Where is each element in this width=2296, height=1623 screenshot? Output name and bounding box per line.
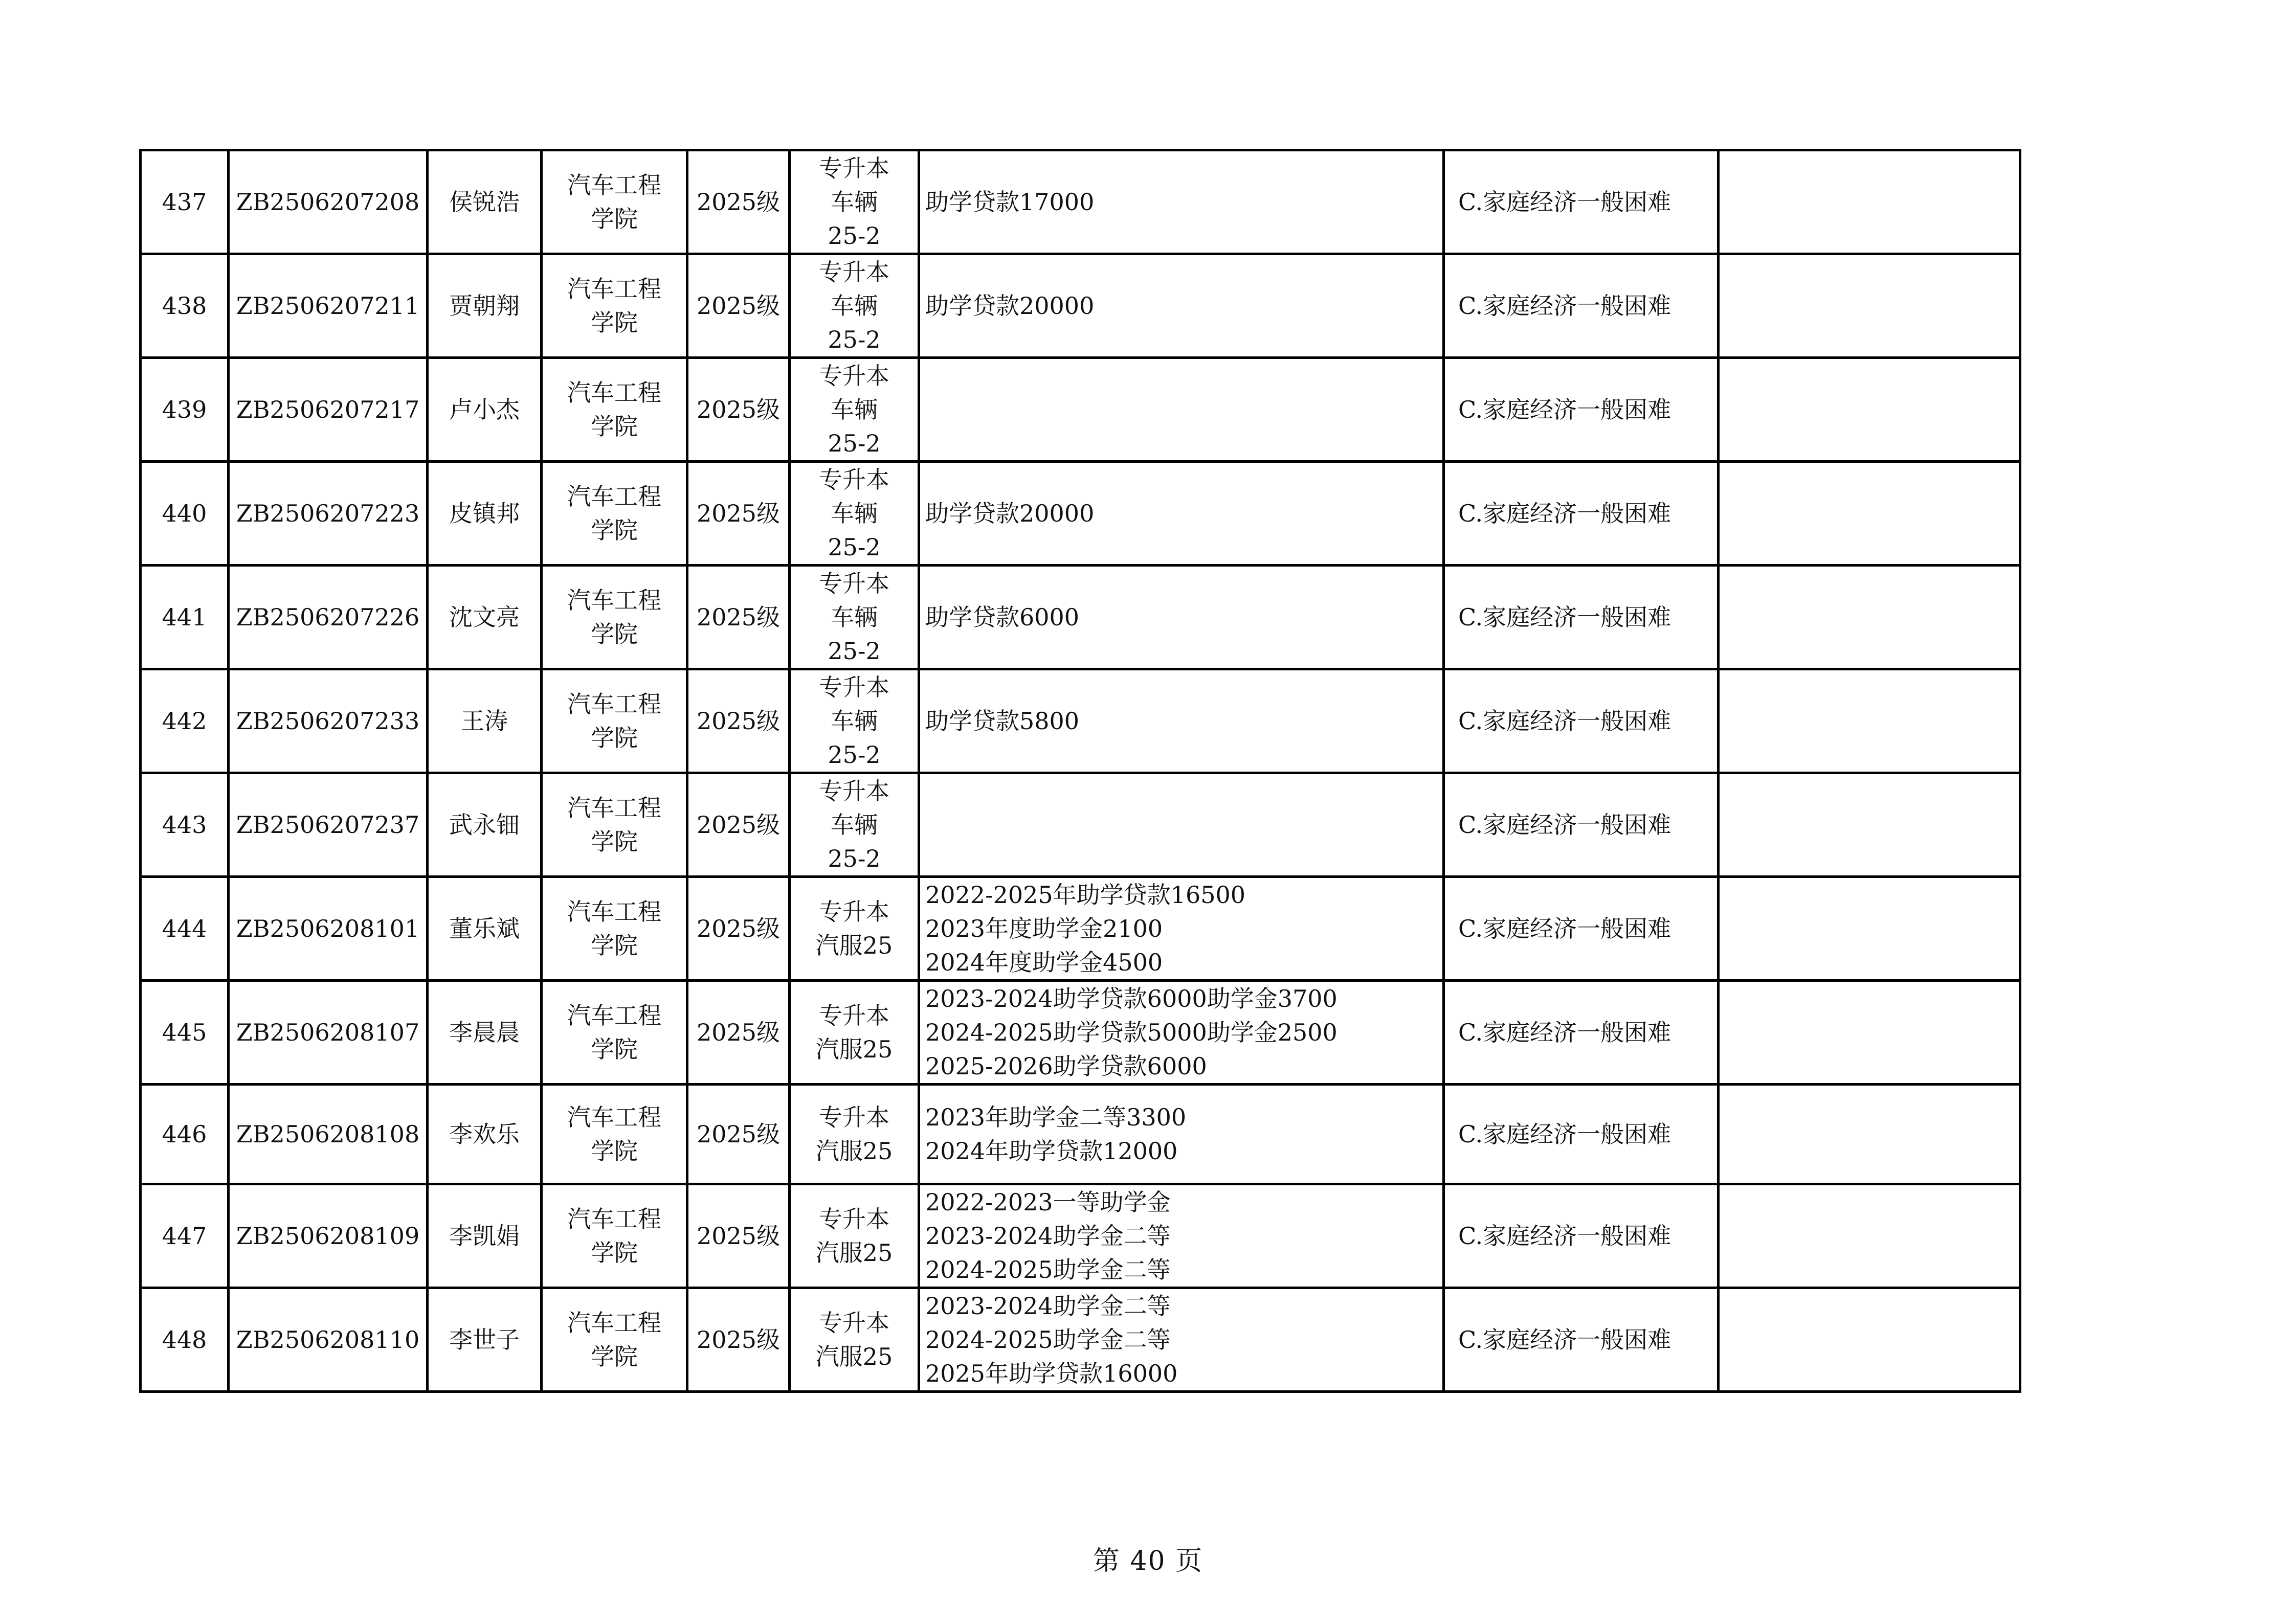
cell-college xyxy=(542,773,687,877)
table-row xyxy=(141,150,2020,254)
cell-college xyxy=(542,358,687,462)
cell-student-id: ZB2506208108 xyxy=(229,1085,428,1184)
college-line: 学院 xyxy=(591,205,638,233)
cell-difficulty: C.家庭经济一般困难 xyxy=(1444,1085,1719,1184)
class-line: 汽服25 xyxy=(815,1137,893,1165)
college-line: 汽车工程 xyxy=(567,587,661,614)
class-line: 车辆 xyxy=(831,188,878,216)
cell-scholarships xyxy=(919,1288,1444,1392)
cell-grade: 2025级 xyxy=(687,358,790,462)
class-line: 专升本 xyxy=(819,362,889,390)
table-row xyxy=(141,1085,2020,1184)
class-line: 专升本 xyxy=(819,1205,889,1233)
cell-grade: 2025级 xyxy=(687,773,790,877)
class-line: 专升本 xyxy=(819,570,889,597)
cell-student-id: ZB2506207237 xyxy=(229,773,428,877)
table-row xyxy=(141,981,2020,1085)
cell-student-id: ZB2506208107 xyxy=(229,981,428,1085)
cell-college xyxy=(542,566,687,669)
cell-class xyxy=(790,1184,919,1288)
cell-student-id: ZB2506207233 xyxy=(229,669,428,773)
cell-grade: 2025级 xyxy=(687,1085,790,1184)
college-line: 汽车工程 xyxy=(567,794,661,822)
college-line: 汽车工程 xyxy=(567,171,661,199)
cell-name: 侯锐浩 xyxy=(428,150,542,254)
cell-student-id: ZB2506207223 xyxy=(229,462,428,566)
cell-student-id: ZB2506207226 xyxy=(229,566,428,669)
class-line: 车辆 xyxy=(831,603,878,631)
cell-class xyxy=(790,254,919,358)
cell-student-id: ZB2506207208 xyxy=(229,150,428,254)
cell-difficulty: C.家庭经济一般困难 xyxy=(1444,358,1719,462)
cell-scholarships xyxy=(919,566,1444,669)
college-line: 学院 xyxy=(591,413,638,440)
college-line: 汽车工程 xyxy=(567,1309,661,1337)
cell-name: 李晨晨 xyxy=(428,981,542,1085)
cell-index: 448 xyxy=(141,1288,229,1392)
college-line: 学院 xyxy=(591,932,638,959)
cell-college xyxy=(542,150,687,254)
cell-difficulty: C.家庭经济一般困难 xyxy=(1444,773,1719,877)
college-line: 学院 xyxy=(591,1343,638,1370)
class-line: 25-2 xyxy=(828,222,881,250)
cell-scholarships xyxy=(919,1184,1444,1288)
college-line: 汽车工程 xyxy=(567,690,661,718)
cell-grade: 2025级 xyxy=(687,254,790,358)
cell-grade: 2025级 xyxy=(687,669,790,773)
cell-remark xyxy=(1719,877,2020,981)
cell-index: 437 xyxy=(141,150,229,254)
table-row xyxy=(141,1184,2020,1288)
table-row xyxy=(141,669,2020,773)
cell-class xyxy=(790,1085,919,1184)
cell-index: 443 xyxy=(141,773,229,877)
cell-class xyxy=(790,981,919,1085)
cell-remark xyxy=(1719,1184,2020,1288)
class-line: 专升本 xyxy=(819,154,889,182)
scholarships-line: 2024-2025助学贷款5000助学金2500 xyxy=(925,1019,1338,1046)
college-line: 汽车工程 xyxy=(567,483,661,510)
class-line: 专升本 xyxy=(819,1103,889,1131)
college-line: 学院 xyxy=(591,1239,638,1267)
cell-grade: 2025级 xyxy=(687,150,790,254)
cell-class xyxy=(790,358,919,462)
table-row xyxy=(141,773,2020,877)
cell-index: 438 xyxy=(141,254,229,358)
class-line: 25-2 xyxy=(828,326,881,353)
cell-name: 贾朝翔 xyxy=(428,254,542,358)
student-aid-table xyxy=(139,149,2021,1393)
cell-difficulty: C.家庭经济一般困难 xyxy=(1444,566,1719,669)
cell-college xyxy=(542,669,687,773)
cell-index: 440 xyxy=(141,462,229,566)
table-body xyxy=(141,150,2020,1392)
cell-class xyxy=(790,877,919,981)
cell-name: 王涛 xyxy=(428,669,542,773)
scholarships-line: 助学贷款17000 xyxy=(925,188,1095,216)
cell-name: 武永钿 xyxy=(428,773,542,877)
scholarships-line: 助学贷款20000 xyxy=(925,500,1095,527)
class-line: 汽服25 xyxy=(815,932,893,959)
table-row xyxy=(141,254,2020,358)
cell-name: 李凯娟 xyxy=(428,1184,542,1288)
page-number: 第 40 页 xyxy=(1093,1546,1203,1576)
college-line: 汽车工程 xyxy=(567,379,661,407)
scholarships-line: 2023年度助学金2100 xyxy=(925,915,1163,942)
table-row xyxy=(141,358,2020,462)
cell-scholarships xyxy=(919,981,1444,1085)
scholarships-line: 2023年助学金二等3300 xyxy=(925,1103,1187,1131)
cell-index: 441 xyxy=(141,566,229,669)
cell-difficulty: C.家庭经济一般困难 xyxy=(1444,1184,1719,1288)
scholarships-line: 助学贷款6000 xyxy=(925,603,1080,631)
cell-index: 445 xyxy=(141,981,229,1085)
table-row xyxy=(141,877,2020,981)
college-line: 汽车工程 xyxy=(567,1103,661,1131)
cell-college xyxy=(542,254,687,358)
scholarships-line: 2024-2025助学金二等 xyxy=(925,1256,1171,1283)
cell-scholarships xyxy=(919,773,1444,877)
class-line: 25-2 xyxy=(828,637,881,665)
cell-difficulty: C.家庭经济一般困难 xyxy=(1444,981,1719,1085)
cell-difficulty: C.家庭经济一般困难 xyxy=(1444,1288,1719,1392)
class-line: 专升本 xyxy=(819,1002,889,1029)
scholarships-line: 2022-2025年助学贷款16500 xyxy=(925,881,1246,909)
college-line: 学院 xyxy=(591,828,638,855)
cell-grade: 2025级 xyxy=(687,1288,790,1392)
scholarships-line: 2022-2023一等助学金 xyxy=(925,1188,1171,1216)
cell-college xyxy=(542,1184,687,1288)
class-line: 专升本 xyxy=(819,898,889,926)
cell-grade: 2025级 xyxy=(687,981,790,1085)
cell-name: 卢小杰 xyxy=(428,358,542,462)
class-line: 车辆 xyxy=(831,811,878,839)
college-line: 学院 xyxy=(591,1035,638,1063)
cell-scholarships xyxy=(919,462,1444,566)
class-line: 车辆 xyxy=(831,292,878,320)
college-line: 学院 xyxy=(591,620,638,648)
cell-grade: 2025级 xyxy=(687,1184,790,1288)
college-line: 学院 xyxy=(591,309,638,336)
cell-difficulty: C.家庭经济一般困难 xyxy=(1444,669,1719,773)
cell-remark xyxy=(1719,566,2020,669)
cell-difficulty: C.家庭经济一般困难 xyxy=(1444,462,1719,566)
college-line: 学院 xyxy=(591,516,638,544)
class-line: 车辆 xyxy=(831,707,878,735)
cell-scholarships xyxy=(919,1085,1444,1184)
class-line: 25-2 xyxy=(828,430,881,457)
cell-college xyxy=(542,1085,687,1184)
cell-index: 444 xyxy=(141,877,229,981)
class-line: 专升本 xyxy=(819,673,889,701)
cell-class xyxy=(790,566,919,669)
cell-college xyxy=(542,462,687,566)
cell-index: 446 xyxy=(141,1085,229,1184)
cell-grade: 2025级 xyxy=(687,877,790,981)
cell-difficulty: C.家庭经济一般困难 xyxy=(1444,150,1719,254)
cell-name: 沈文亮 xyxy=(428,566,542,669)
scholarships-line: 2025-2026助学贷款6000 xyxy=(925,1052,1207,1080)
cell-remark xyxy=(1719,462,2020,566)
cell-difficulty: C.家庭经济一般困难 xyxy=(1444,254,1719,358)
cell-remark xyxy=(1719,669,2020,773)
cell-class xyxy=(790,773,919,877)
cell-name: 董乐斌 xyxy=(428,877,542,981)
table-row xyxy=(141,566,2020,669)
class-line: 25-2 xyxy=(828,741,881,769)
scholarships-line: 2023-2024助学金二等 xyxy=(925,1292,1171,1320)
scholarships-line: 2024-2025助学金二等 xyxy=(925,1326,1171,1354)
cell-scholarships xyxy=(919,669,1444,773)
cell-college xyxy=(542,981,687,1085)
cell-scholarships xyxy=(919,150,1444,254)
table-row xyxy=(141,1288,2020,1392)
class-line: 25-2 xyxy=(828,533,881,561)
cell-scholarships xyxy=(919,358,1444,462)
cell-grade: 2025级 xyxy=(687,462,790,566)
cell-remark xyxy=(1719,150,2020,254)
cell-remark xyxy=(1719,1288,2020,1392)
class-line: 专升本 xyxy=(819,777,889,805)
cell-remark xyxy=(1719,1085,2020,1184)
cell-index: 447 xyxy=(141,1184,229,1288)
class-line: 车辆 xyxy=(831,500,878,527)
cell-class xyxy=(790,1288,919,1392)
college-line: 学院 xyxy=(591,1137,638,1165)
scholarships-line: 2023-2024助学金二等 xyxy=(925,1222,1171,1250)
cell-college xyxy=(542,1288,687,1392)
scholarships-line: 助学贷款5800 xyxy=(925,707,1080,735)
cell-class xyxy=(790,462,919,566)
cell-student-id: ZB2506208110 xyxy=(229,1288,428,1392)
class-line: 25-2 xyxy=(828,845,881,872)
class-line: 汽服25 xyxy=(815,1343,893,1370)
table-row xyxy=(141,462,2020,566)
cell-index: 442 xyxy=(141,669,229,773)
college-line: 汽车工程 xyxy=(567,898,661,926)
cell-name: 李欢乐 xyxy=(428,1085,542,1184)
cell-grade: 2025级 xyxy=(687,566,790,669)
cell-difficulty: C.家庭经济一般困难 xyxy=(1444,877,1719,981)
class-line: 专升本 xyxy=(819,466,889,493)
cell-student-id: ZB2506207217 xyxy=(229,358,428,462)
class-line: 专升本 xyxy=(819,258,889,286)
cell-class xyxy=(790,669,919,773)
scholarships-line: 2023-2024助学贷款6000助学金3700 xyxy=(925,985,1338,1012)
class-line: 专升本 xyxy=(819,1309,889,1337)
cell-class xyxy=(790,150,919,254)
college-line: 汽车工程 xyxy=(567,1205,661,1233)
cell-scholarships xyxy=(919,877,1444,981)
scholarships-line: 2024年度助学金4500 xyxy=(925,949,1163,976)
cell-remark xyxy=(1719,358,2020,462)
class-line: 车辆 xyxy=(831,396,878,423)
cell-remark xyxy=(1719,981,2020,1085)
college-line: 学院 xyxy=(591,724,638,752)
scholarships-line: 助学贷款20000 xyxy=(925,292,1095,320)
college-line: 汽车工程 xyxy=(567,1002,661,1029)
cell-name: 皮镇邦 xyxy=(428,462,542,566)
cell-name: 李世子 xyxy=(428,1288,542,1392)
class-line: 汽服25 xyxy=(815,1035,893,1063)
cell-college xyxy=(542,877,687,981)
scholarships-line: 2025年助学贷款16000 xyxy=(925,1360,1178,1387)
college-line: 汽车工程 xyxy=(567,275,661,303)
cell-student-id: ZB2506208101 xyxy=(229,877,428,981)
cell-remark xyxy=(1719,773,2020,877)
cell-student-id: ZB2506207211 xyxy=(229,254,428,358)
cell-index: 439 xyxy=(141,358,229,462)
cell-remark xyxy=(1719,254,2020,358)
cell-student-id: ZB2506208109 xyxy=(229,1184,428,1288)
cell-scholarships xyxy=(919,254,1444,358)
scholarships-line: 2024年助学贷款12000 xyxy=(925,1137,1178,1165)
class-line: 汽服25 xyxy=(815,1239,893,1267)
